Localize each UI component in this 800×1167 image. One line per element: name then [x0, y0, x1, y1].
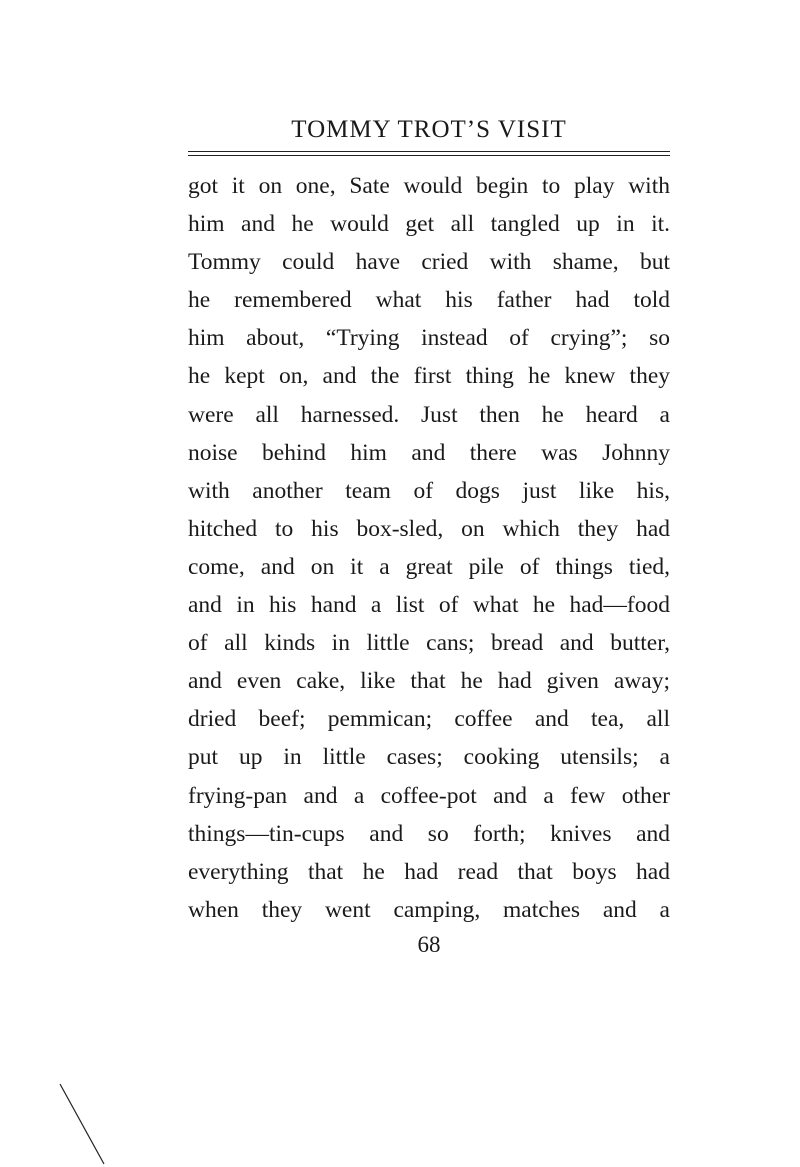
text-line: Tommy could have cried with shame, but [188, 249, 670, 276]
text-line: everything that he had read that boys had [188, 858, 670, 885]
text-line: with another team of dogs just like his, [188, 477, 670, 504]
text-line: were all harnessed. Just then he heard a [188, 401, 670, 428]
text-line: him about, “Trying instead of crying”; so [188, 325, 670, 352]
text-line: put up in little cases; cooking utensils; a [188, 744, 670, 771]
text-line: dried beef; pemmican; coffee and tea, all [188, 706, 670, 733]
text-line: he kept on, and the first thing he knew they [188, 363, 670, 390]
text-line: him and he would get all tangled up in it. [188, 211, 670, 238]
scan-artifact-line [52, 1082, 112, 1167]
text-line: of all kinds in little cans; bread and butter, [188, 630, 670, 657]
running-head: TOMMY TROT’S VISIT [291, 116, 567, 143]
header-rule-top [188, 151, 670, 152]
text-line: noise behind him and there was Johnny [188, 439, 670, 466]
text-line: he remembered what his father had told [188, 287, 670, 314]
page-number: 68 [417, 932, 441, 957]
text-line: when they went camping, matches and a [188, 896, 670, 923]
text-line: and in his hand a list of what he had—food [188, 592, 670, 619]
text-line: and even cake, like that he had given away; [188, 668, 670, 695]
header-rule-bottom [188, 155, 670, 156]
body-text [188, 167, 670, 929]
text-line: things—tin-cups and so forth; knives and [188, 820, 670, 847]
text-line: frying-pan and a coffee-pot and a few other [188, 782, 670, 809]
text-line: hitched to his box-sled, on which they had [188, 515, 670, 542]
text-line: come, and on it a great pile of things tied, [188, 553, 670, 580]
text-line: got it on one, Sate would begin to play with [188, 173, 670, 199]
